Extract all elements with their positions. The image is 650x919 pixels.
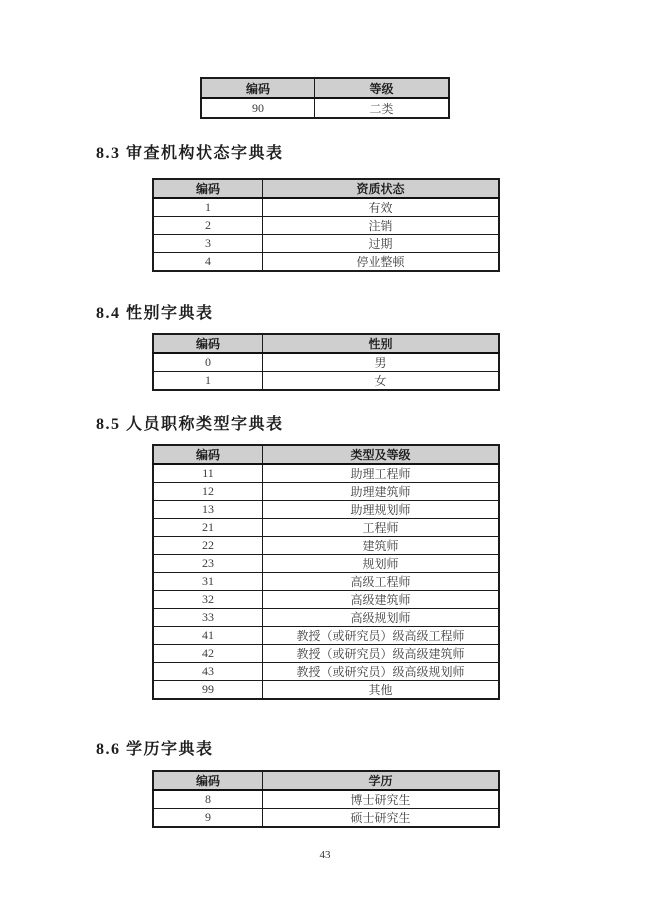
- value-cell: 助理工程师: [263, 464, 500, 483]
- code-cell: 12: [153, 483, 263, 501]
- table-row: [153, 555, 499, 573]
- value-cell: 男: [263, 353, 500, 372]
- header-row: [153, 334, 499, 353]
- value-cell: 高级规划师: [263, 609, 500, 627]
- value-cell: 高级工程师: [263, 573, 500, 591]
- table-row: [153, 663, 499, 681]
- value-cell: 其他: [263, 681, 500, 700]
- page-number: 43: [319, 849, 331, 861]
- code-cell: 32: [153, 591, 263, 609]
- value-cell: 硕士研究生: [263, 809, 500, 828]
- code-cell: 22: [153, 537, 263, 555]
- table-row: [153, 591, 499, 609]
- value-cell: 注销: [263, 217, 500, 235]
- table-row: [153, 681, 499, 700]
- code-cell: 11: [153, 464, 263, 483]
- table-row: [153, 645, 499, 663]
- table-row: [153, 198, 499, 217]
- table-row: [201, 98, 449, 118]
- table-row: [153, 501, 499, 519]
- code-cell: 21: [153, 519, 263, 537]
- table-row: [153, 790, 499, 809]
- column-header: 性别: [263, 334, 500, 353]
- column-header: 类型及等级: [263, 445, 500, 464]
- code-cell: 42: [153, 645, 263, 663]
- section-heading-8-3: 8.3 审查机构状态字典表: [96, 145, 284, 162]
- table-row: [153, 372, 499, 391]
- table-row: [153, 537, 499, 555]
- value-cell: 规划师: [263, 555, 500, 573]
- table-row: [153, 464, 499, 483]
- table-row: [153, 809, 499, 828]
- column-header: 编码: [153, 334, 263, 353]
- code-cell: 1: [153, 372, 263, 391]
- gender-dictionary-table: [152, 333, 500, 391]
- column-header: 编码: [153, 445, 263, 464]
- code-cell: 8: [153, 790, 263, 809]
- column-header: 资质状态: [263, 179, 500, 198]
- value-cell: 工程师: [263, 519, 500, 537]
- value-cell: 博士研究生: [263, 790, 500, 809]
- code-cell: 0: [153, 353, 263, 372]
- code-cell: 9: [153, 809, 263, 828]
- grade-dictionary-table-continued: [200, 77, 450, 119]
- table-row: [153, 627, 499, 645]
- column-header: 编码: [201, 78, 315, 98]
- column-header: 编码: [153, 771, 263, 790]
- value-cell: 助理建筑师: [263, 483, 500, 501]
- value-cell: 女: [263, 372, 500, 391]
- code-cell: 13: [153, 501, 263, 519]
- value-cell: 教授（或研究员）级高级建筑师: [263, 645, 500, 663]
- personnel-title-type-dictionary-table: [152, 444, 500, 700]
- header-row: [201, 78, 449, 98]
- code-cell: 23: [153, 555, 263, 573]
- value-cell: 教授（或研究员）级高级工程师: [263, 627, 500, 645]
- code-cell: 2: [153, 217, 263, 235]
- value-cell: 教授（或研究员）级高级规划师: [263, 663, 500, 681]
- header-row: [153, 771, 499, 790]
- value-cell: 过期: [263, 235, 500, 253]
- table-row: [153, 353, 499, 372]
- value-cell: 二类: [315, 98, 450, 118]
- code-cell: 1: [153, 198, 263, 217]
- table-row: [153, 217, 499, 235]
- code-cell: 99: [153, 681, 263, 700]
- section-heading-8-5: 8.5 人员职称类型字典表: [96, 416, 284, 433]
- column-header: 编码: [153, 179, 263, 198]
- education-dictionary-table: [152, 770, 500, 828]
- value-cell: 高级建筑师: [263, 591, 500, 609]
- code-cell: 4: [153, 253, 263, 272]
- column-header: 学历: [263, 771, 500, 790]
- value-cell: 建筑师: [263, 537, 500, 555]
- value-cell: 有效: [263, 198, 500, 217]
- code-cell: 90: [201, 98, 315, 118]
- value-cell: 助理规划师: [263, 501, 500, 519]
- code-cell: 3: [153, 235, 263, 253]
- table-row: [153, 573, 499, 591]
- code-cell: 41: [153, 627, 263, 645]
- table-row: [153, 609, 499, 627]
- table-row: [153, 483, 499, 501]
- section-heading-8-6: 8.6 学历字典表: [96, 741, 214, 758]
- table-row: [153, 519, 499, 537]
- review-agency-status-dictionary-table: [152, 178, 500, 272]
- code-cell: 33: [153, 609, 263, 627]
- header-row: [153, 445, 499, 464]
- table-row: [153, 253, 499, 272]
- column-header: 等级: [315, 78, 450, 98]
- header-row: [153, 179, 499, 198]
- value-cell: 停业整顿: [263, 253, 500, 272]
- code-cell: 31: [153, 573, 263, 591]
- table-row: [153, 235, 499, 253]
- section-heading-8-4: 8.4 性别字典表: [96, 305, 214, 322]
- code-cell: 43: [153, 663, 263, 681]
